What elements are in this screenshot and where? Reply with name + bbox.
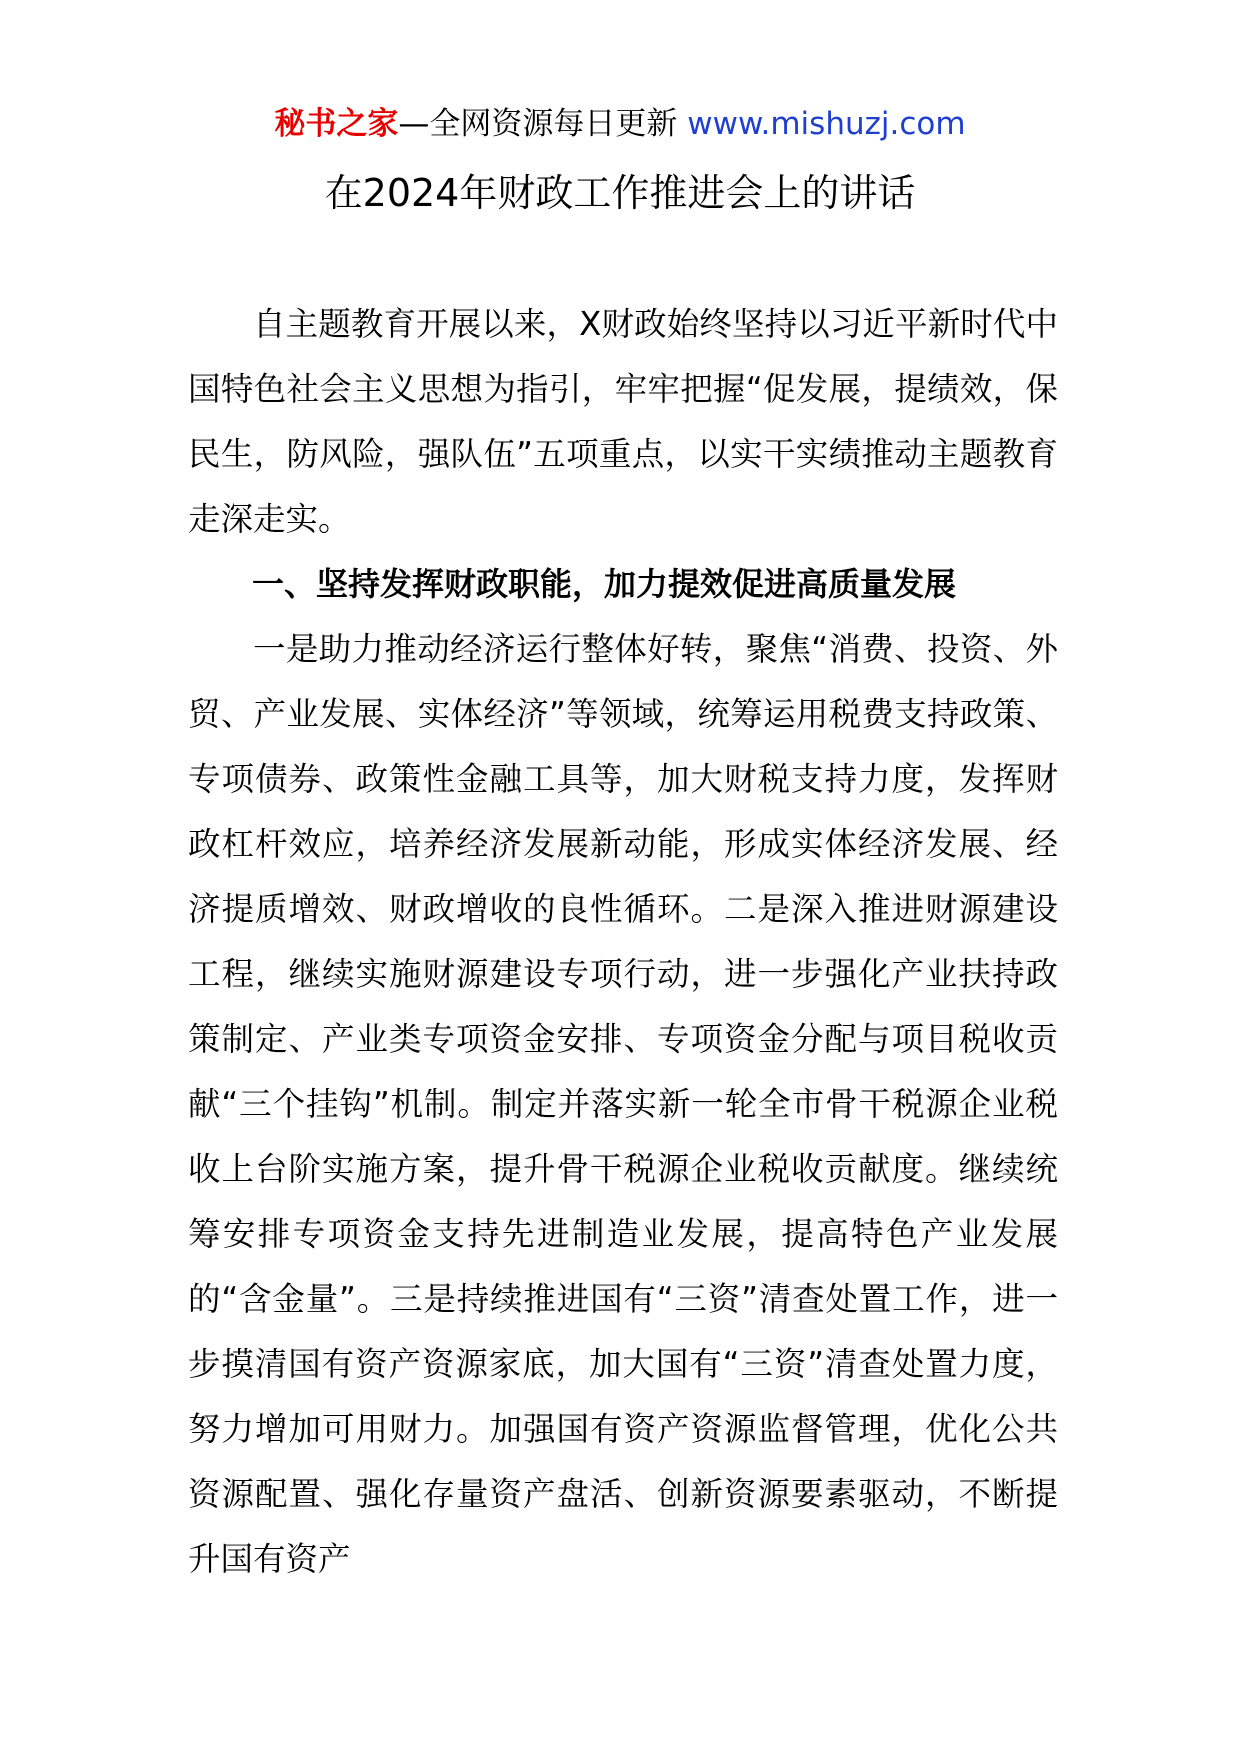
section-paragraph: 一是助力推动经济运行整体好转，聚焦“消费、投资、外贸、产业发展、实体经济”等领域，统筹运用税费支持政策、专项债券、政策性金融工具等，加大财税支持力度，发挥财政杠杆效应，培养经济发展新动能，形成实体经济发展、经济提质增效、财政增收的良性循环。二是深入推进财源建设工程，继续实施财源建设专项行动，进一步强化产业扶持政策制定、产业类专项资金安排、专项资金分配与项目税收贡献“三个挂钩”机制。制定并落实新一轮全市骨干税源企业税收上台阶实施方案，提升骨干税源企业税收贡献度。继续统筹安排专项资金支持先进制造业发展，提高特色产业发展的“含金量”。三是持续推进国有“三资”清查处置工作，进一步摸清国有资产资源家底，加大国有“三资”清查处置力度，努力增加可用财力。加强国有资产资源监督管理，优化公共资源配置、强化存量资产盘活、创新资源要素驱动，不断提升国有资产: [188, 630, 1058, 1578]
brand-slogan: —全网资源每日更新: [398, 106, 678, 142]
brand-name: 秘书之家: [274, 106, 399, 142]
document-title: 在2024年财政工作推进会上的讲话: [324, 171, 916, 215]
section-heading: 一、坚持发挥财政职能，加力提效促进高质量发展: [252, 565, 957, 603]
site-url: www.mishuzj.com: [687, 106, 966, 142]
intro-paragraph: 自主题教育开展以来，X财政始终坚持以习近平新时代中国特色社会主义思想为指引，牢牢把握“促发展，提绩效，保民生，防风险，强队伍”五项重点，以实干实绩推动主题教育走深走实。: [188, 305, 1058, 538]
watermark-banner: [0, 102, 1240, 146]
document-body: [188, 292, 1058, 1592]
